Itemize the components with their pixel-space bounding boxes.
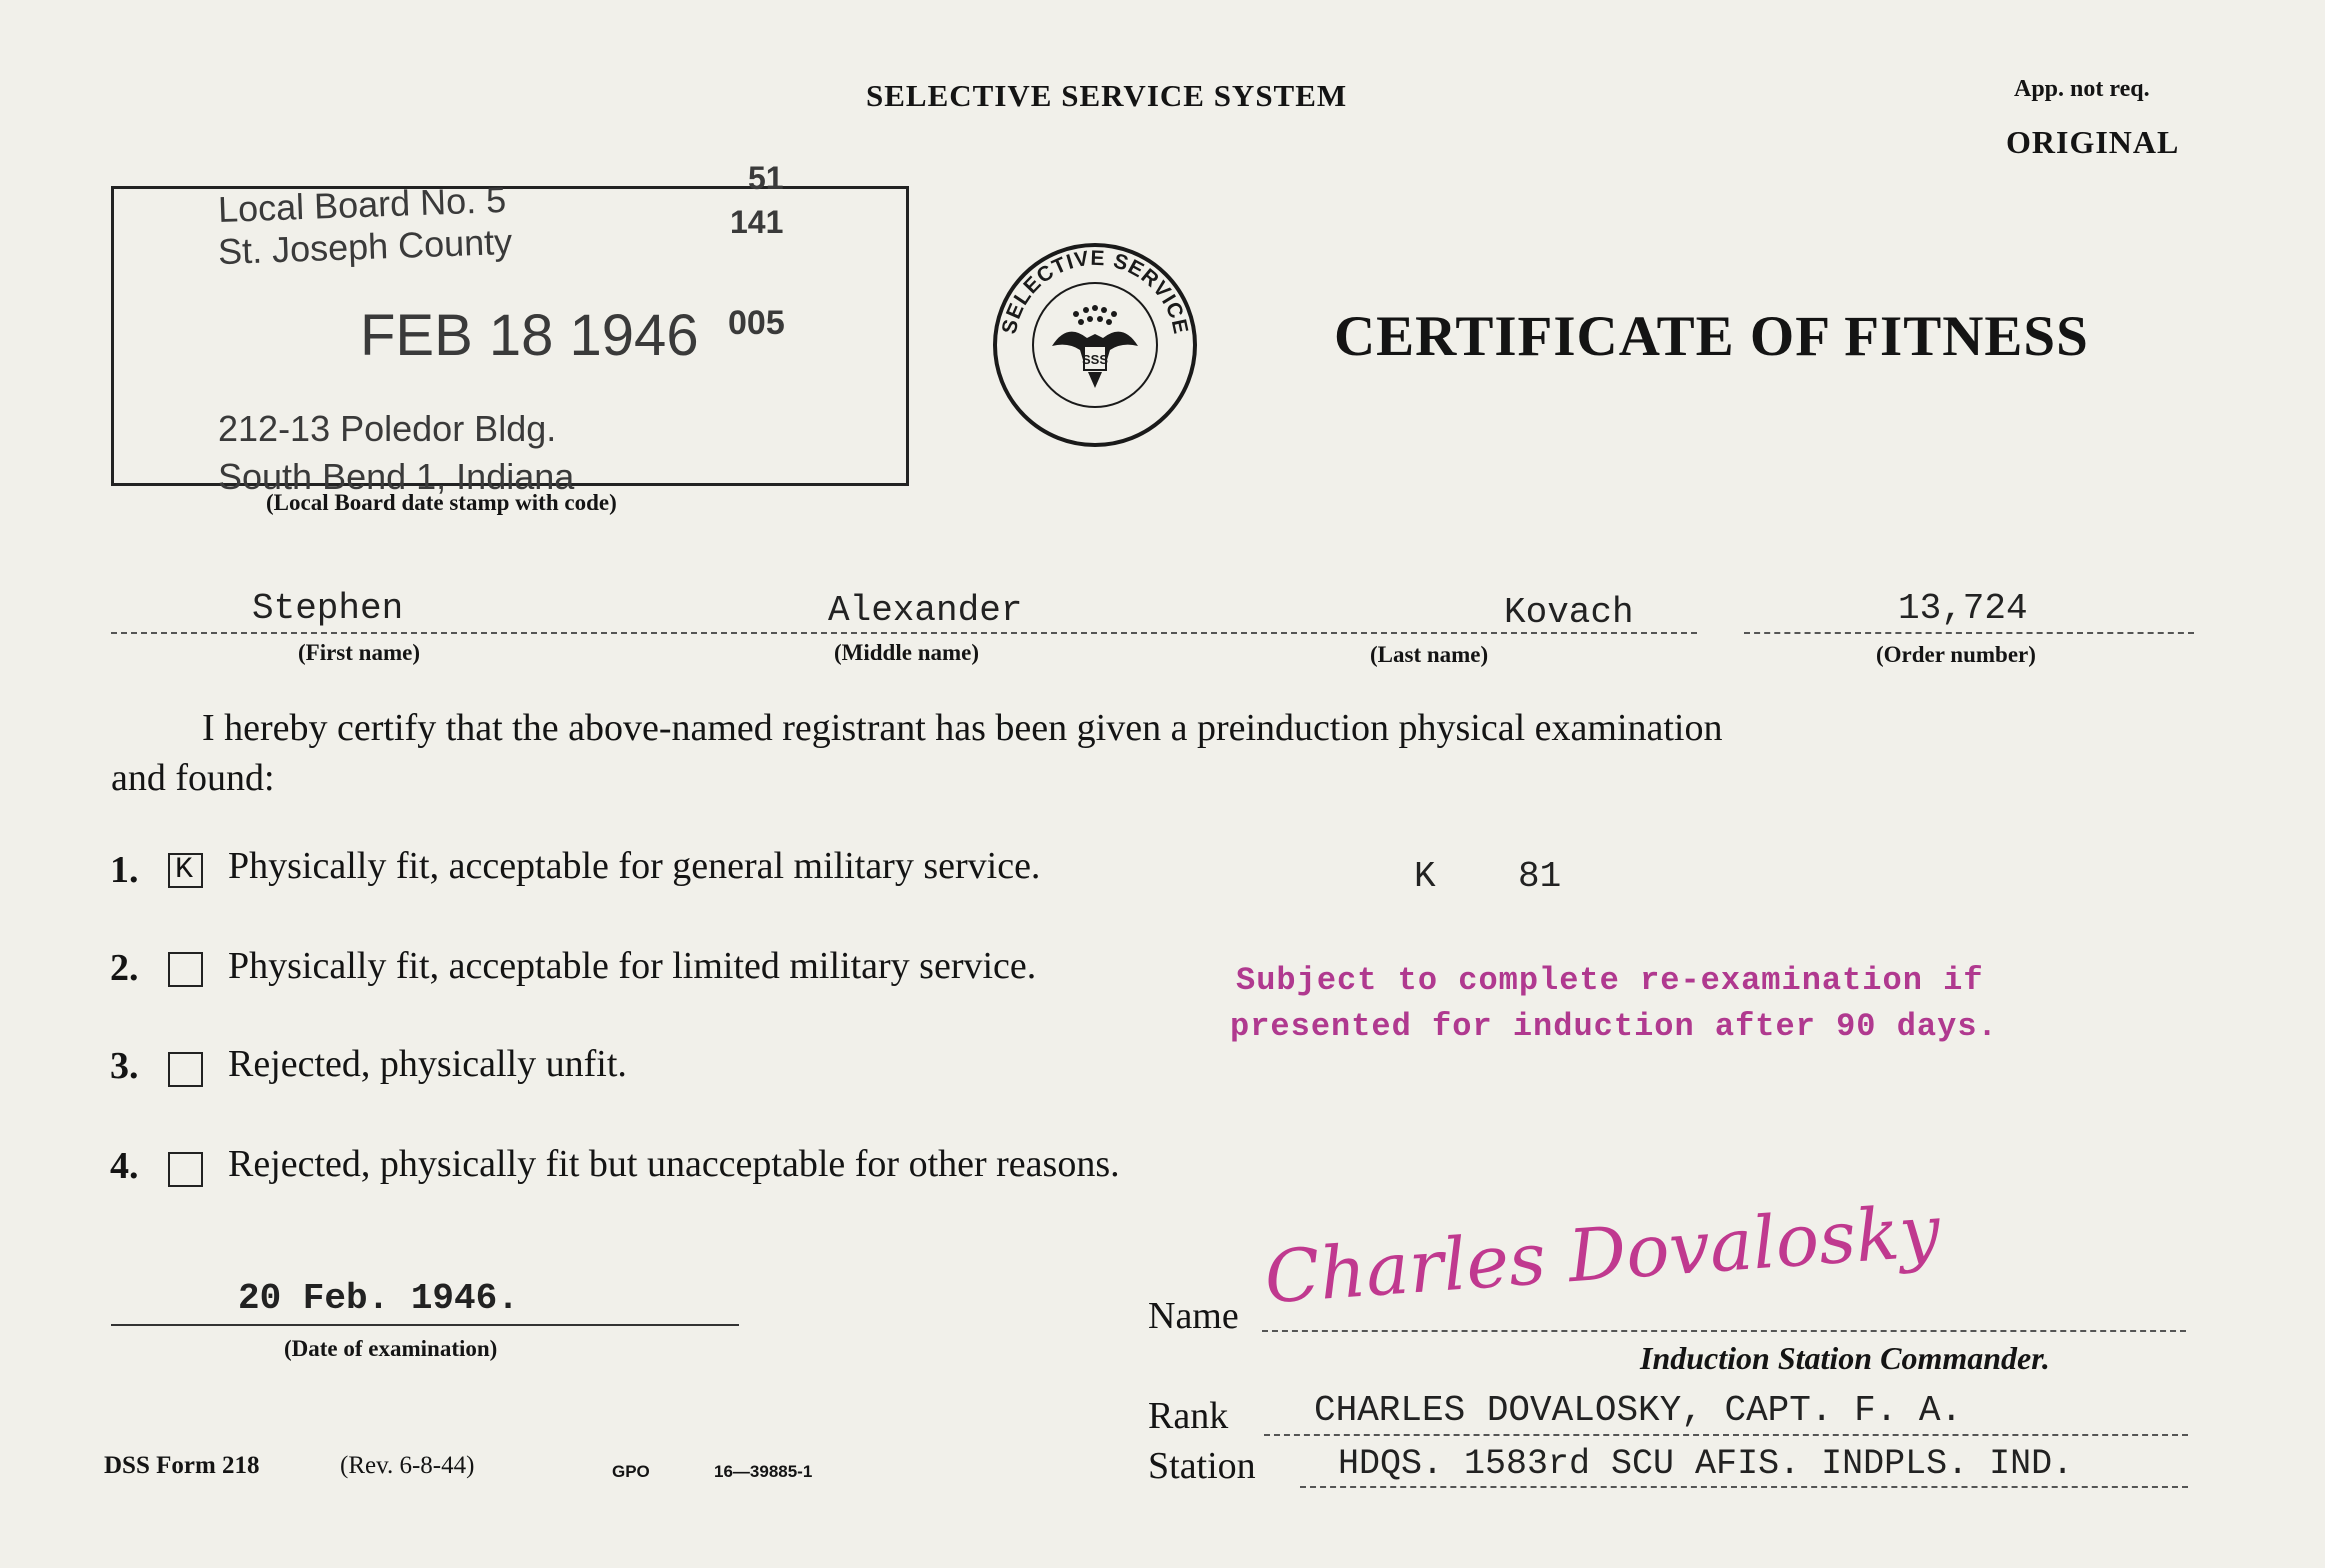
option-4-number: 4. — [110, 1145, 139, 1187]
option-3-checkbox[interactable] — [168, 1052, 203, 1087]
first-name-label: (First name) — [298, 640, 420, 665]
rank-label: Rank — [1148, 1395, 1229, 1437]
form-title: CERTIFICATE OF FITNESS — [1334, 305, 2089, 368]
stamp-address-line: 212-13 Poledor Bldg. — [218, 408, 557, 449]
seal-ring-text: SELECTIVE SERVICE — [997, 246, 1193, 337]
print-code: 16—39885-1 — [714, 1462, 813, 1481]
option-2-text: Physically fit, acceptable for limited military service. — [228, 945, 1037, 987]
option-2-number: 2. — [110, 947, 139, 989]
option-4-checkbox[interactable] — [168, 1152, 203, 1187]
exam-date-label: (Date of examination) — [284, 1336, 498, 1361]
commander-title: Induction Station Commander. — [1640, 1340, 2050, 1376]
last-name-value: Kovach — [1504, 592, 1634, 633]
rank-value: CHARLES DOVALOSKY, CAPT. F. A. — [1314, 1390, 1963, 1431]
order-number-value: 13,724 — [1898, 588, 2028, 629]
order-number-label: (Order number) — [1876, 642, 2036, 667]
station-line — [1300, 1486, 2188, 1488]
exam-date-line — [111, 1324, 739, 1326]
reexamination-note-line-2: presented for induction after 90 days. — [1230, 1008, 1998, 1045]
seal-center-text: SSS — [1081, 352, 1109, 367]
copy-label: ORIGINAL — [2006, 124, 2180, 160]
eagle-seal-icon — [992, 242, 1198, 448]
signature-line — [1262, 1330, 2186, 1332]
option-1-text: Physically fit, acceptable for general military service. — [228, 845, 1041, 887]
stamp-caption: (Local Board date stamp with code) — [266, 490, 617, 515]
certification-line-1: I hereby certify that the above-named registrant has been given a preinduction physical examination — [202, 707, 1723, 749]
option-1-number: 1. — [110, 849, 139, 891]
order-number-line — [1744, 632, 2194, 634]
station-value: HDQS. 1583rd SCU AFIS. INDPLS. IND. — [1338, 1444, 2074, 1484]
classification-letter: K — [1414, 856, 1436, 897]
reexamination-note-line-1: Subject to complete re-examination if — [1236, 962, 1984, 999]
middle-name-label: (Middle name) — [834, 640, 980, 665]
selective-service-seal — [992, 242, 1198, 448]
commander-signature: Charles Dovalosky — [1261, 1188, 1943, 1320]
form-number: DSS Form 218 — [104, 1452, 260, 1479]
option-2-checkbox[interactable] — [168, 952, 203, 987]
option-3-text: Rejected, physically unfit. — [228, 1043, 627, 1085]
svg-text:SELECTIVE SERVICE SYSTEM — [992, 242, 1193, 343]
stamp-code-2: 141 — [730, 204, 784, 240]
stamp-code-1: 51 — [748, 160, 784, 196]
rank-line — [1264, 1434, 2188, 1436]
option-3-number: 3. — [110, 1045, 139, 1087]
middle-name-value: Alexander — [828, 590, 1023, 631]
gpo-mark: GPO — [612, 1462, 650, 1481]
stamp-city-line: South Bend 1, Indiana — [218, 456, 575, 497]
certification-line-2: and found: — [111, 757, 275, 799]
classification-number: 81 — [1518, 856, 1562, 897]
stamp-date: FEB 18 1946 — [360, 303, 699, 368]
station-label: Station — [1148, 1445, 1256, 1487]
stamp-code-3: 005 — [728, 304, 785, 342]
agency-header: SELECTIVE SERVICE SYSTEM — [866, 78, 1348, 113]
approval-note: App. not req. — [2014, 76, 2150, 102]
last-name-label: (Last name) — [1370, 642, 1489, 667]
exam-date-value: 20 Feb. 1946. — [238, 1278, 519, 1319]
option-1-check-mark: K — [175, 853, 194, 887]
form-revision: (Rev. 6-8-44) — [340, 1452, 475, 1479]
name-label: Name — [1148, 1295, 1239, 1337]
stamp-board-line: Local Board No. 5 — [217, 178, 507, 231]
first-name-value: Stephen — [252, 588, 404, 629]
option-1-checkbox[interactable] — [168, 853, 203, 888]
name-line — [111, 632, 1697, 634]
option-4-text: Rejected, physically fit but unacceptable for other reasons. — [228, 1143, 1120, 1185]
stamp-county-line: St. Joseph County — [217, 220, 513, 273]
